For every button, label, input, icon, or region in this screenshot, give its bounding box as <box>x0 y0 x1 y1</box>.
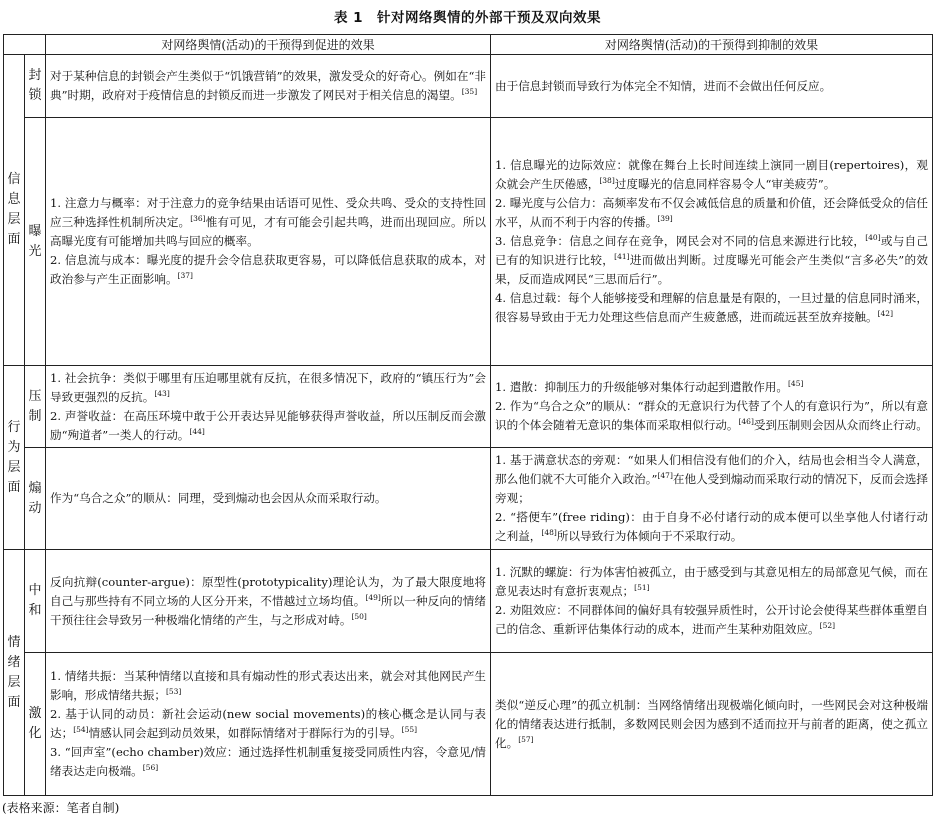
list-item: 2. “搭便车”(free riding)：由于自身不必付诸行动的成本便可以坐享他人付诸行动之利益，[48]所以导致行为体倾向于不采取行动。 <box>495 510 928 543</box>
row-jihua <box>4 653 933 796</box>
list-item: 1. 沉默的螺旋：行为体害怕被孤立，由于感受到与其意见相左的局部意见气候，而在意见表达时有意折衷观点；[51] <box>495 565 928 598</box>
row-label-baoguang: 曝光 <box>25 118 46 366</box>
row-label-zhonghe: 中和 <box>25 550 46 653</box>
cell-baoguang-promote <box>46 118 491 366</box>
list-item: 1. 情绪共振：当某种情绪以直接和具有煽动性的形式表达出来，就会对其他网民产生影响，形成情绪共振；[53] <box>50 669 486 702</box>
list-item: 2. 劝阻效应：不同群体间的偏好具有较强异质性时，公开讨论会使得某些群体重塑自己的信念、重新评估集体行动的成本，进而产生某种劝阻效应。[52] <box>495 603 928 636</box>
list-item: 2. 声誉收益：在高压环境中敢于公开表达异见能够获得声誉收益，所以压制反而会激励“殉道者”一类人的行动。[44] <box>50 408 486 442</box>
cell-shandong-suppress <box>491 448 933 550</box>
header-blank <box>4 35 46 55</box>
row-label-jihua: 激化 <box>25 653 46 796</box>
cell-shandong-promote: 作为“乌合之众”的顺从：同理，受到煽动也会因从众而采取行动。 <box>46 448 491 550</box>
row-yazhi <box>4 366 933 448</box>
row-label-shandong: 煽动 <box>25 448 46 550</box>
header-suppress: 对网络舆情(活动)的干预得到抑制的效果 <box>491 35 933 55</box>
row-fengsuo <box>4 55 933 118</box>
cell-jihua-promote <box>46 653 491 796</box>
header-row <box>4 35 933 55</box>
group-emotion-label: 情绪层面 <box>7 634 21 710</box>
cell-yazhi-suppress <box>491 366 933 448</box>
group-behavior-label: 行为层面 <box>7 419 21 495</box>
group-info-label: 信息层面 <box>7 172 21 247</box>
list-item: 2. 基于认同的动员：新社会运动(new social movements)的核心概念是认同与表达；[54]情感认同会起到动员效果，如群际情绪对于群际行为的引导。[55] <box>50 707 486 740</box>
table-caption: 表 1 针对网络舆情的外部干预及双向效果 <box>333 10 602 26</box>
table-source-note: (表格来源：笔者自制) <box>2 801 120 815</box>
list-item: 4. 信息过载：每个人能够接受和理解的信息量是有限的，一旦过量的信息同时涌来，很容易导致由于无力处理这些信息而产生疲惫感，进而疏远甚至放弃接触。[42] <box>495 291 928 324</box>
list-item: 2. 信息流与成本：曝光度的提升会令信息获取更容易，可以降低信息获取的成本，对政治参与产生正面影响。[37] <box>50 253 486 286</box>
group-info <box>4 55 25 366</box>
cell-fengsuo-promote: 对于某种信息的封锁会产生类似于“饥饿营销”的效果，激发受众的好奇心。例如在“非典”时期，政府对于疫情信息的封锁反而进一步激发了网民对于相关信息的渴望。[35] <box>46 55 491 118</box>
cell-jihua-suppress: 类似“逆反心理”的孤立机制：当网络情绪出现极端化倾向时，一些网民会对这种极端化的情绪表达进行抵制，多数网民则会因为感到不适而拉开与前者的距离，使之孤立化。[57] <box>491 653 933 796</box>
list-item: 1. 遣散：抑制压力的升级能够对集体行动起到遣散作用。[45] <box>495 379 804 394</box>
group-behavior <box>4 366 25 550</box>
list-item: 2. 曝光度与公信力：高频率发布不仅会减低信息的质量和价值，还会降低受众的信任水平，从而不利于内容的传播。[39] <box>495 196 928 229</box>
header-promote: 对网络舆情(活动)的干预得到促进的效果 <box>46 35 491 55</box>
row-zhonghe <box>4 550 933 653</box>
cell-yazhi-promote <box>46 366 491 448</box>
row-label-fengsuo: 封锁 <box>25 55 46 118</box>
list-item: 1. 注意力与概率：对于注意力的竞争结果由话语可见性、受众共鸣、受众的支持性回应三种选择性机制所决定。[36]惟有可见，才有可能会引起共鸣，进而出现回应。所以高曝光度有可能增加共鸣与回应的概率。 <box>50 196 486 248</box>
row-label-yazhi: 压制 <box>25 366 46 448</box>
cell-baoguang-suppress <box>491 118 933 366</box>
group-emotion <box>4 550 25 796</box>
cell-fengsuo-suppress: 由于信息封锁而导致行为体完全不知情，进而不会做出任何反应。 <box>491 55 933 118</box>
list-item: 1. 基于满意状态的旁观：“如果人们相信没有他们的介入，结局也会相当令人满意，那么他们就不大可能介入政治。”[47]在他人受到煽动而采取行动的情况下，反而会选择旁观； <box>495 453 928 505</box>
list-item: 3. 信息竞争：信息之间存在竞争，网民会对不同的信息来源进行比较，[40]或与自己已有的知识进行比较，[41]进而做出判断。过度曝光可能会产生类似“言多必失”的效果，反而造成网民“三思而后行”。 <box>495 233 928 286</box>
cell-zhonghe-promote: 反向抗辩(counter-argue)：原型性(prototypicality)理论认为，为了最大限度地将自己与那些持有不同立场的人区分开来，不惜越过立场均值。[49]所以一种反向的情绪干预往往会导致另一种极端化情绪的产生，与之形成对峙。[50] <box>46 550 491 653</box>
list-item: 3. “回声室”(echo chamber)效应：通过选择性机制重复接受同质性内容，令意见/情绪表达走向极端。[56] <box>50 745 486 778</box>
cell-zhonghe-suppress <box>491 550 933 653</box>
row-shandong <box>4 448 933 550</box>
row-baoguang <box>4 118 933 366</box>
list-item: 2. 作为“乌合之众”的顺从：“群众的无意识行为代替了个人的有意识行为”，所以有意识的个体会随着无意识的集体而采取相似行动。[46]受到压制则会因从众而终止行动。 <box>495 399 928 432</box>
intervention-effects-table <box>3 34 933 796</box>
list-item: 1. 信息曝光的边际效应：就像在舞台上长时间连续上演同一剧目(repertoires)，观众就会产生厌倦感，[38]过度曝光的信息同样容易令人“审美疲劳”。 <box>495 158 928 191</box>
list-item: 1. 社会抗争：类似于哪里有压迫哪里就有反抗，在很多情况下，政府的“镇压行为”会导致更强烈的反抗。[43] <box>50 370 486 404</box>
